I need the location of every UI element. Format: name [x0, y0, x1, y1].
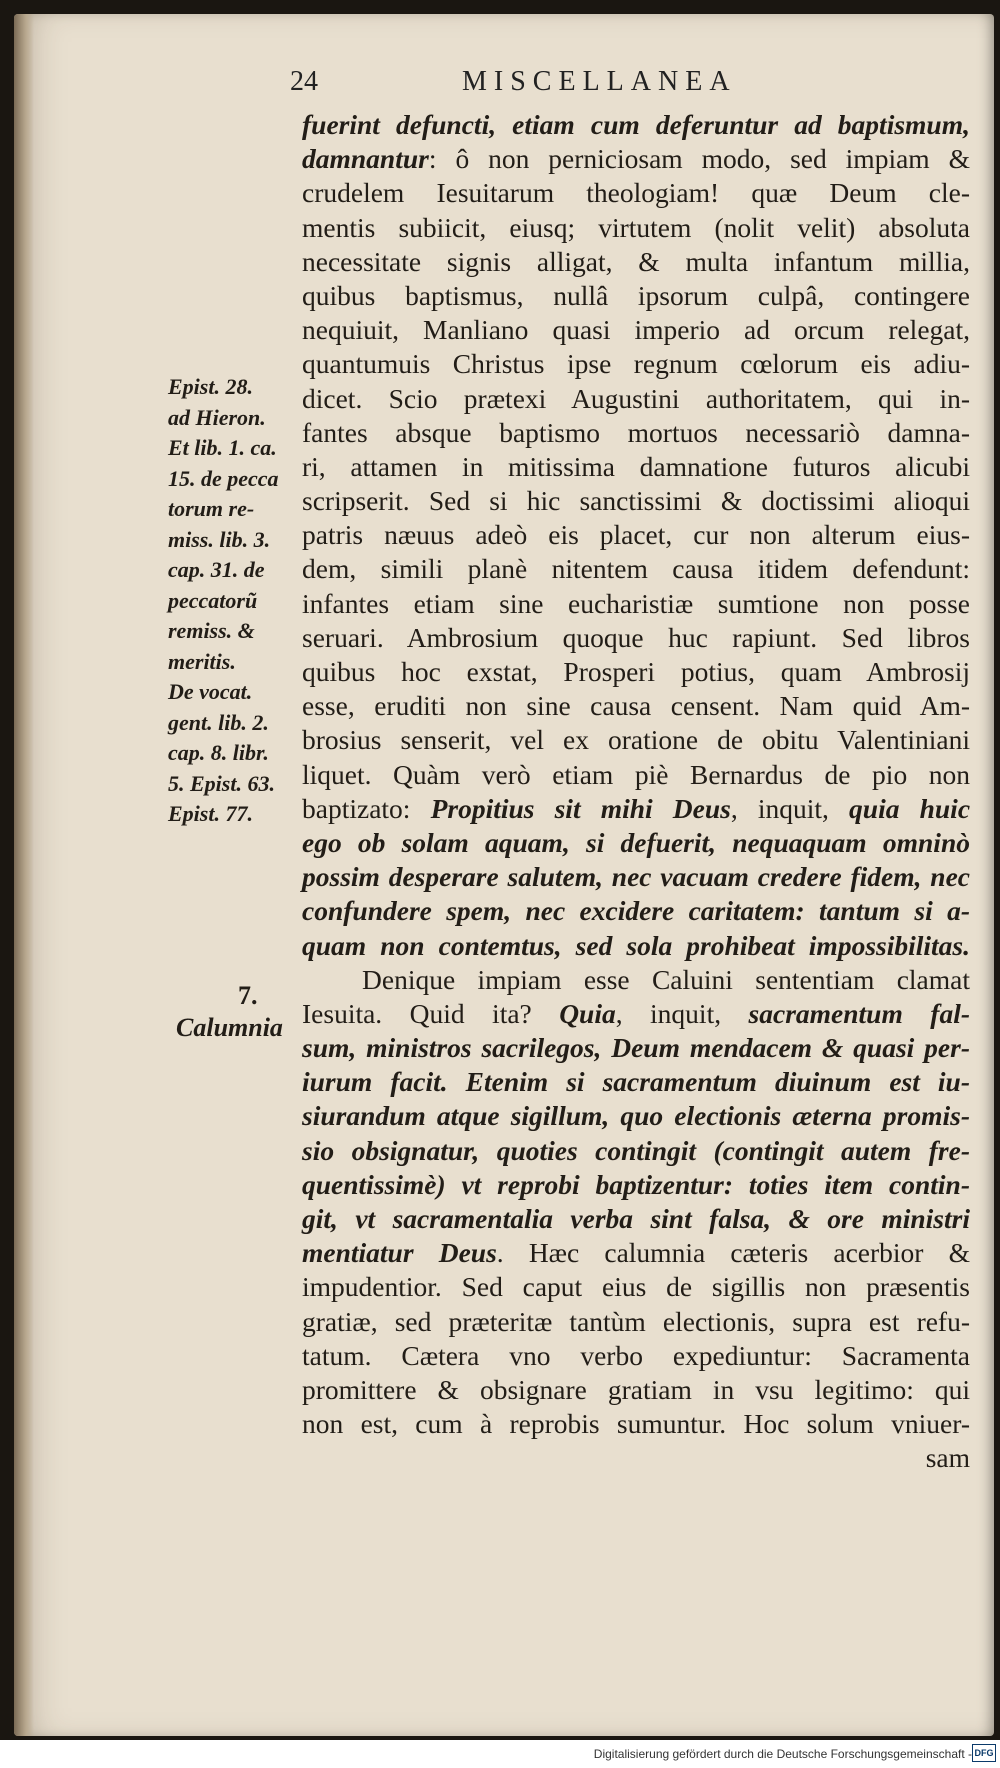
- italic-text-run: ego ob solam aquam, si defuerit, nequaquam omninò: [302, 826, 970, 858]
- text-run: quibus baptismus, nullâ ipsorum culpâ, contingere: [302, 279, 970, 311]
- italic-text-run: Quia: [559, 997, 616, 1029]
- text-run: sam: [925, 1442, 970, 1474]
- text-line: [302, 450, 970, 484]
- margin-note-line: ad Hieron.: [168, 404, 266, 430]
- margin-note-line: 15. de pecca: [168, 465, 279, 491]
- italic-text-run: damnantur: [302, 143, 429, 175]
- text-run: esse, eruditi non sine causa censent. Nam quid Am-: [302, 690, 970, 722]
- text-line: [302, 792, 970, 826]
- text-run: quantumuis Christus ipse regnum cœlorum eis adiu-: [302, 348, 970, 380]
- text-line: [302, 587, 970, 621]
- text-line: [302, 484, 970, 518]
- text-line: [302, 245, 970, 279]
- margin-note-line: peccatorũ: [168, 587, 258, 613]
- marginal-citations: [168, 372, 298, 830]
- page-header: [290, 66, 810, 106]
- margin-note-line: 5. Epist. 63.: [168, 770, 275, 796]
- text-run: mentis subiicit, eiusq; virtutem (nolit velit) absoluta: [302, 211, 970, 243]
- text-line: [302, 621, 970, 655]
- text-line: [302, 1031, 970, 1065]
- italic-text-run: possim desperare salutem, nec vacuam credere fidem, nec: [302, 861, 970, 893]
- italic-text-run: sio obsignatur, quoties contingit (contingit autem fre-: [302, 1134, 970, 1166]
- italic-text-run: quia huic: [849, 792, 971, 824]
- text-line: [302, 1441, 970, 1475]
- text-line: [302, 826, 970, 860]
- text-run: Denique impiam esse Caluini sententiam clamat: [362, 963, 970, 995]
- text-line: [302, 1236, 970, 1270]
- page-number: 24: [290, 66, 318, 97]
- margin-note-line: cap. 31. de: [168, 557, 265, 582]
- italic-text-run: iurum facit. Etenim si sacramentum diuinum est iu-: [302, 1066, 970, 1098]
- text-line: [302, 142, 970, 176]
- text-line: [302, 416, 970, 450]
- text-line: [302, 1270, 970, 1304]
- margin-note-line: Et lib. 1. ca.: [168, 435, 277, 460]
- text-run: seruari. Ambrosium quoque huc rapiunt. Sed libros: [302, 621, 970, 653]
- text-run: non est, cum à reprobis sumuntur. Hoc solum vniuer-: [302, 1408, 970, 1440]
- text-run: ri, attamen in mitissima damnatione futuros alicubi: [302, 450, 970, 482]
- running-title: MISCELLANEA: [462, 66, 737, 97]
- italic-text-run: quam non contemtus, sed sola prohibeat impossibilitas.: [302, 929, 970, 961]
- italic-text-run: sacramentum fal-: [748, 997, 970, 1029]
- text-run: gratiæ, sed præteritæ tantùm electionis, supra est refu-: [302, 1305, 970, 1337]
- text-line: [302, 552, 970, 586]
- text-run: brosius senserit, vel ex oratione de obitu Valentiniani: [302, 724, 970, 756]
- text-line: [302, 894, 970, 928]
- digitization-credit: Digitalisierung gefördert durch die Deutsche Forschungsgemeinschaft -: [593, 1747, 972, 1761]
- margin-note-line: Epist. 28.: [168, 374, 253, 399]
- text-line: [302, 1134, 970, 1168]
- italic-text-run: Propitius sit mihi Deus: [430, 792, 731, 824]
- text-run: , inquit,: [615, 997, 749, 1029]
- text-run: patris næuus adeò eis placet, cur non alterum eius-: [302, 519, 970, 551]
- text-line: [302, 1373, 970, 1407]
- text-run: liquet. Quàm verò etiam piè Bernardus de pio non: [302, 758, 970, 790]
- text-line: [302, 689, 970, 723]
- text-run: quibus hoc exstat, Prosperi potius, quam Ambrosij: [302, 656, 970, 687]
- italic-text-run: sum, ministros sacrilegos, Deum mendacem & quasi per-: [302, 1032, 970, 1064]
- text-run: promittere & obsignare gratiam in vsu legitimo: qui: [302, 1373, 970, 1405]
- text-line: [302, 963, 970, 997]
- text-line: [302, 723, 970, 757]
- text-run: Iesuita. Quid ita?: [302, 997, 560, 1029]
- margin-note-line: cap. 8. libr.: [168, 740, 269, 765]
- margin-note-line: remiss. &: [168, 618, 255, 643]
- margin-note-line: gent. lib. 2.: [168, 709, 269, 735]
- text-line: [302, 1099, 970, 1133]
- margin-note-line: De vocat.: [168, 679, 253, 704]
- text-line: [302, 1202, 970, 1236]
- italic-text-run: mentiatur Deus: [302, 1237, 497, 1269]
- section-number: 7.: [238, 981, 258, 1010]
- text-run: dicet. Scio prætexi Augustini authoritatem, qui in-: [302, 382, 970, 414]
- italic-text-run: siurandum atque sigillum, quo electionis æterna promis-: [302, 1100, 970, 1132]
- italic-text-run: git, vt sacramentalia verba sint falsa, & ore ministri: [302, 1203, 970, 1234]
- text-line: [302, 518, 970, 552]
- text-line: [302, 1065, 970, 1099]
- text-line: [302, 382, 970, 416]
- section-label: Calumnia: [176, 1013, 283, 1042]
- text-run: , inquit,: [730, 792, 850, 824]
- text-line: [302, 655, 970, 689]
- text-line: [302, 279, 970, 313]
- text-line: [302, 176, 970, 210]
- text-run: impudentior. Sed caput eius de sigillis non præsentis: [302, 1271, 970, 1303]
- text-line: [302, 1339, 970, 1373]
- text-run: scripserit. Sed si hic sanctissimi & doctissimi alioqui: [302, 485, 970, 517]
- dfg-logo-icon: DFG: [972, 1744, 996, 1762]
- italic-text-run: confundere spem, nec excidere caritatem: tantum si a-: [302, 895, 970, 927]
- text-line: [302, 1168, 970, 1202]
- margin-note-line: meritis.: [168, 648, 236, 674]
- margin-note-line: Epist. 77.: [168, 801, 253, 826]
- text-run: crudelem Iesuitarum theologiam! quæ Deum cle-: [302, 177, 970, 209]
- text-run: infantes etiam sine eucharistiæ sumtione non posse: [302, 587, 970, 619]
- text-line: [302, 108, 970, 142]
- text-line: [302, 1407, 970, 1441]
- page-gutter: [14, 14, 34, 1736]
- margin-note-line: torum re-: [168, 496, 255, 521]
- text-line: [302, 313, 970, 347]
- italic-text-run: quentissimè) vt reprobi baptizentur: toties item contin-: [302, 1168, 970, 1200]
- text-run: necessitate signis alligat, & multa infantum millia,: [302, 245, 970, 277]
- text-run: fantes absque baptismo mortuos necessariò damna-: [302, 416, 970, 448]
- text-line: [302, 347, 970, 381]
- main-text-column: [302, 108, 970, 1476]
- text-line: [302, 211, 970, 245]
- text-run: baptizato:: [302, 792, 431, 824]
- text-run: : ô non perniciosam modo, sed impiam &: [428, 143, 970, 175]
- margin-note-line: miss. lib. 3.: [168, 526, 271, 552]
- text-line: [302, 1305, 970, 1339]
- italic-text-run: fuerint defuncti, etiam cum deferuntur ad baptismum,: [302, 109, 970, 140]
- text-run: . Hæc calumnia cæteris acerbior &: [496, 1237, 970, 1269]
- text-line: [302, 860, 970, 894]
- text-run: tatum. Cætera vno verbo expediuntur: Sacramenta: [302, 1339, 970, 1371]
- text-line: [302, 997, 970, 1031]
- text-line: [302, 758, 970, 792]
- text-run: dem, simili planè nitentem causa itidem defendunt:: [302, 553, 970, 585]
- text-run: nequiuit, Manliano quasi imperio ad orcum relegat,: [302, 314, 970, 346]
- text-line: [302, 929, 970, 963]
